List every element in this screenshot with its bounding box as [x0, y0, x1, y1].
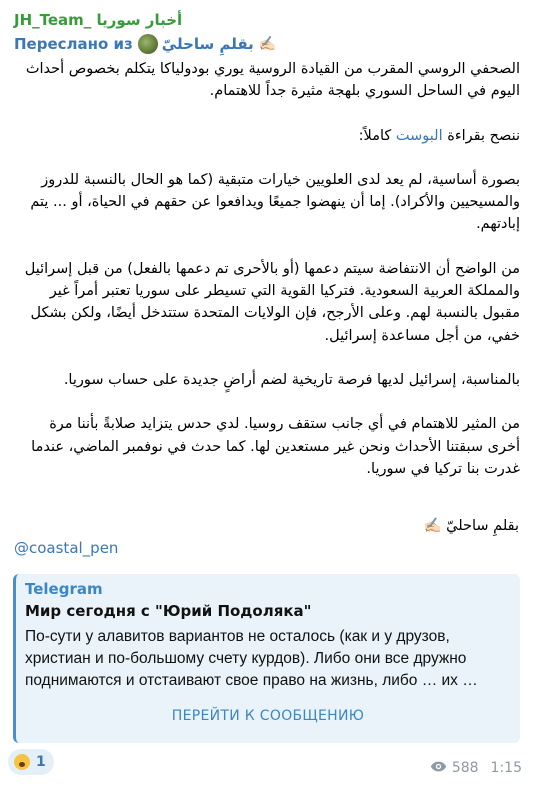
eye-icon — [430, 760, 447, 776]
scream-face-icon — [14, 754, 30, 770]
forwarded-prefix: Переслано из — [14, 35, 133, 53]
preview-site-name: Telegram — [25, 580, 103, 598]
message-meta — [430, 760, 522, 776]
preview-description: По-сути у алавитов вариантов не осталось (как и у друзов, христиан и по-большому счету курдов). Либо они все дружно поднимаются и отстаивают свое право на жизнь, либо … их … — [25, 628, 478, 689]
message-text — [14, 58, 520, 480]
channel-title[interactable]: JH_Team_ أخبار سوريا — [14, 11, 183, 29]
post-link[interactable]: البوست — [395, 127, 443, 144]
reaction-chip[interactable] — [8, 749, 54, 775]
paragraph-read-post: ننصح بقراءة البوست كاملاً: — [358, 127, 520, 144]
open-message-button[interactable]: ПЕРЕЙТИ К СООБЩЕНИЮ — [171, 708, 365, 724]
paragraph-2: من الواضح أن الانتفاضة سيتم دعمها (أو بالأحرى تم دعمها بالفعل) من قبل إسرائيل والمملكة العربية السعودية. فتركيا القوية التي تسيطر على سوريا تعتبر أمراً غير مقبول بالنسبة لهم. وعلى الأرجح، فإن الولايات المتحدة ستتدخل أيضًا، ولكن بشكل خفي، من أجل مساعدة إسرائيل. — [24, 260, 520, 344]
paragraph-intro: الصحفي الروسي المقرب من القيادة الروسية يوري بودولياكا يتكلم بخصوص أحداث اليوم في الساحل السوري بلهجة مثيرة جداً للاهتمام. — [25, 61, 520, 100]
preview-title: Мир сегодня с "Юрий Подоляка" — [25, 602, 312, 620]
link-preview[interactable] — [13, 574, 520, 743]
view-count: 588 — [451, 760, 479, 776]
forwarded-avatar[interactable] — [138, 34, 158, 54]
signature: بقلمِ ساحليّ ✍🏻 — [423, 518, 519, 534]
paragraph-3: بالمناسبة، إسرائيل لديها فرصة تاريخية لضم أراضٍ جديدة على حساب سوريا. — [63, 371, 520, 388]
writing-hand-icon: ✍🏻 — [258, 36, 277, 52]
reaction-count: 1 — [36, 754, 46, 770]
forwarded-author[interactable]: بقلمِ ساحليّ — [161, 35, 254, 53]
paragraph-4: من المثير للاهتمام في أي جانب ستقف روسيا. لدي حدس يتزايد صلابةً بأننا مرة أخرى سبقتنا الأحداث ونحن غير مستعدين لها. كما حدث في نوفمبر الماضي، عندما غدرت بنا تركيا في سوريا. — [31, 416, 520, 477]
channel-handle-link[interactable]: @coastal_pen — [14, 539, 119, 557]
paragraph-1: بصورة أساسية، لم يعد لدى العلويين خيارات متبقية (كما هو الحال بالنسبة للدروز والمسيحيين والأكراد). إما أن ينهضوا جميعًا ويدافعوا عن حقهم في الحياة، أو ... يتم إبادتهم. — [30, 171, 520, 233]
message-time: 1:15 — [490, 760, 522, 776]
forwarded-from[interactable] — [14, 34, 276, 54]
